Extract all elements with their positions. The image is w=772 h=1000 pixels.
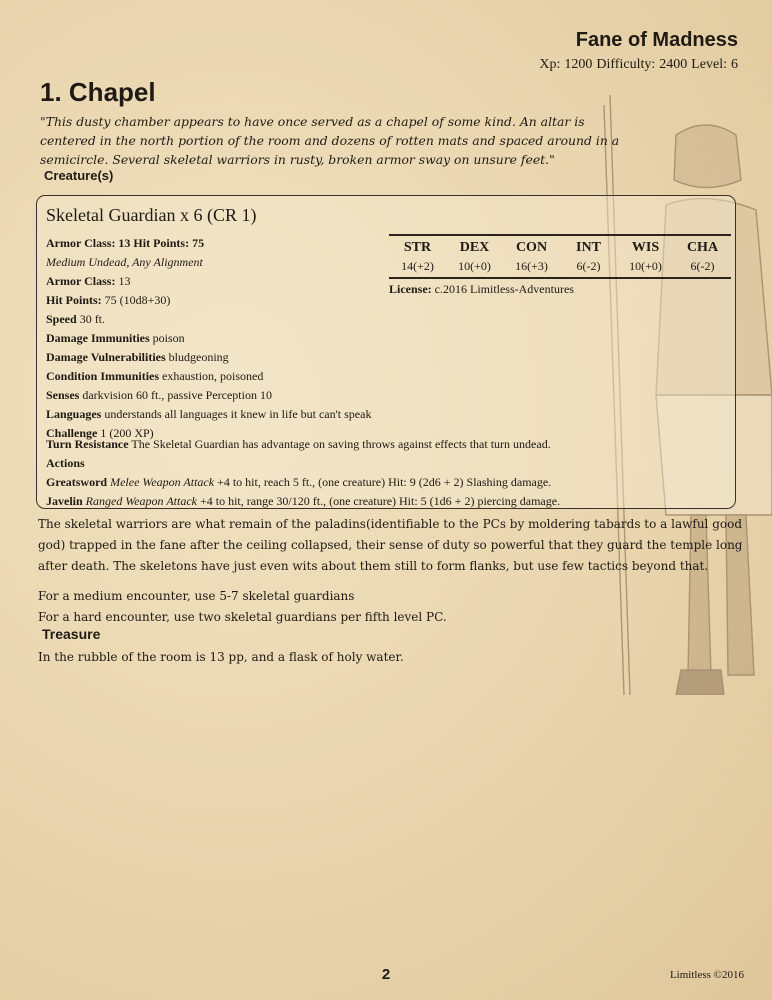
ability-value: 14(+2) xyxy=(401,259,434,273)
level-label: Level: xyxy=(691,57,727,72)
encounter-notes xyxy=(38,586,638,628)
stat-senses: Senses darkvision 60 ft., passive Perception 10 xyxy=(46,388,272,402)
ability-name: CHA xyxy=(686,240,719,255)
actions-heading: Actions xyxy=(46,456,85,470)
page-number: 2 xyxy=(381,966,391,983)
ability-value: 6(-2) xyxy=(690,259,715,273)
stat-condition-immunities: Condition Immunities exhaustion, poisoned xyxy=(46,369,264,383)
ability-name: DEX xyxy=(459,240,490,255)
difficulty-value: 2400 xyxy=(659,57,688,72)
creatures-heading: Creature(s) xyxy=(44,168,114,183)
ability-name: CON xyxy=(515,240,548,255)
ability-value: 6(-2) xyxy=(576,259,601,273)
copyright-footer: Limitless ©2016 xyxy=(669,969,744,981)
trait-turn-resistance: Turn Resistance The Skeletal Guardian has advantage on saving throws against effects that turn undead. xyxy=(46,437,551,451)
ac-hp-summary: Armor Class: 13 Hit Points: 75 xyxy=(46,236,205,250)
ability-value: 10(+0) xyxy=(458,259,491,273)
encounter-meta xyxy=(535,57,738,73)
stat-speed: Speed 30 ft. xyxy=(46,312,106,326)
ability-scores xyxy=(389,234,731,279)
ability-name: WIS xyxy=(631,240,660,255)
ability-value: 10(+0) xyxy=(629,259,662,273)
treasure-text: In the rubble of the room is 13 pp, and a flask of holy water. xyxy=(38,650,404,664)
encounter-hard: For a hard encounter, use two skeletal guardians per fifth level PC. xyxy=(38,610,447,624)
license-line: License: c.2016 Limitless-Adventures xyxy=(389,282,574,296)
stat-lines xyxy=(46,234,386,443)
action-javelin: Javelin Ranged Weapon Attack +4 to hit, range 30/120 ft., (one creature) Hit: 5 (1d6 + 2) piercing damage. xyxy=(46,494,561,508)
stat-challenge: Challenge 1 (200 XP) xyxy=(46,426,154,440)
stat-hit-points: Hit Points: 75 (10d8+30) xyxy=(46,293,171,307)
xp-label: Xp: xyxy=(539,57,561,72)
encounter-medium: For a medium encounter, use 5-7 skeletal guardians xyxy=(38,589,355,603)
difficulty-label: Difficulty: xyxy=(596,57,656,72)
stat-block xyxy=(36,195,736,509)
room-intro: "This dusty chamber appears to have once served as a chapel of some kind. An altar is centered in the north portion of the room and dozens of rotten mats and spaced around in a semicircle. Several skeletal warriors in rusty, broken armor sway on unsure feet." xyxy=(40,114,620,167)
creature-type: Medium Undead, Any Alignment xyxy=(46,255,203,269)
room-title: 1. Chapel xyxy=(40,77,156,107)
creature-name: Skeletal Guardian x 6 (CR 1) xyxy=(46,205,257,225)
stat-damage-immunities: Damage Immunities poison xyxy=(46,331,185,345)
action-greatsword: Greatsword Melee Weapon Attack +4 to hit, reach 5 ft., (one creature) Hit: 9 (2d6 + 2) Slashing damage. xyxy=(46,475,552,489)
document-title: Fane of Madness xyxy=(575,29,738,51)
level-value: 6 xyxy=(731,57,738,72)
stat-languages: Languages understands all languages it knew in life but can't speak xyxy=(46,407,372,421)
stat-damage-vulnerabilities: Damage Vulnerabilities bludgeoning xyxy=(46,350,229,364)
actions-section xyxy=(46,435,726,511)
room-description: The skeletal warriors are what remain of the paladins(identifiable to the PCs by moldering tabards to a lawful good god) trapped in the fane after the ceiling collapsed, their sense of duty so powerful that they guard the temple long after death. The skeletons have just even wits about them still to form flanks, but use few tactics beyond that. xyxy=(38,517,743,573)
ability-name: STR xyxy=(403,240,432,255)
treasure-heading: Treasure xyxy=(42,626,101,642)
ability-value: 16(+3) xyxy=(515,259,548,273)
stat-armor-class: Armor Class: 13 xyxy=(46,274,131,288)
xp-value: 1200 xyxy=(564,57,593,72)
ability-name: INT xyxy=(576,240,601,255)
